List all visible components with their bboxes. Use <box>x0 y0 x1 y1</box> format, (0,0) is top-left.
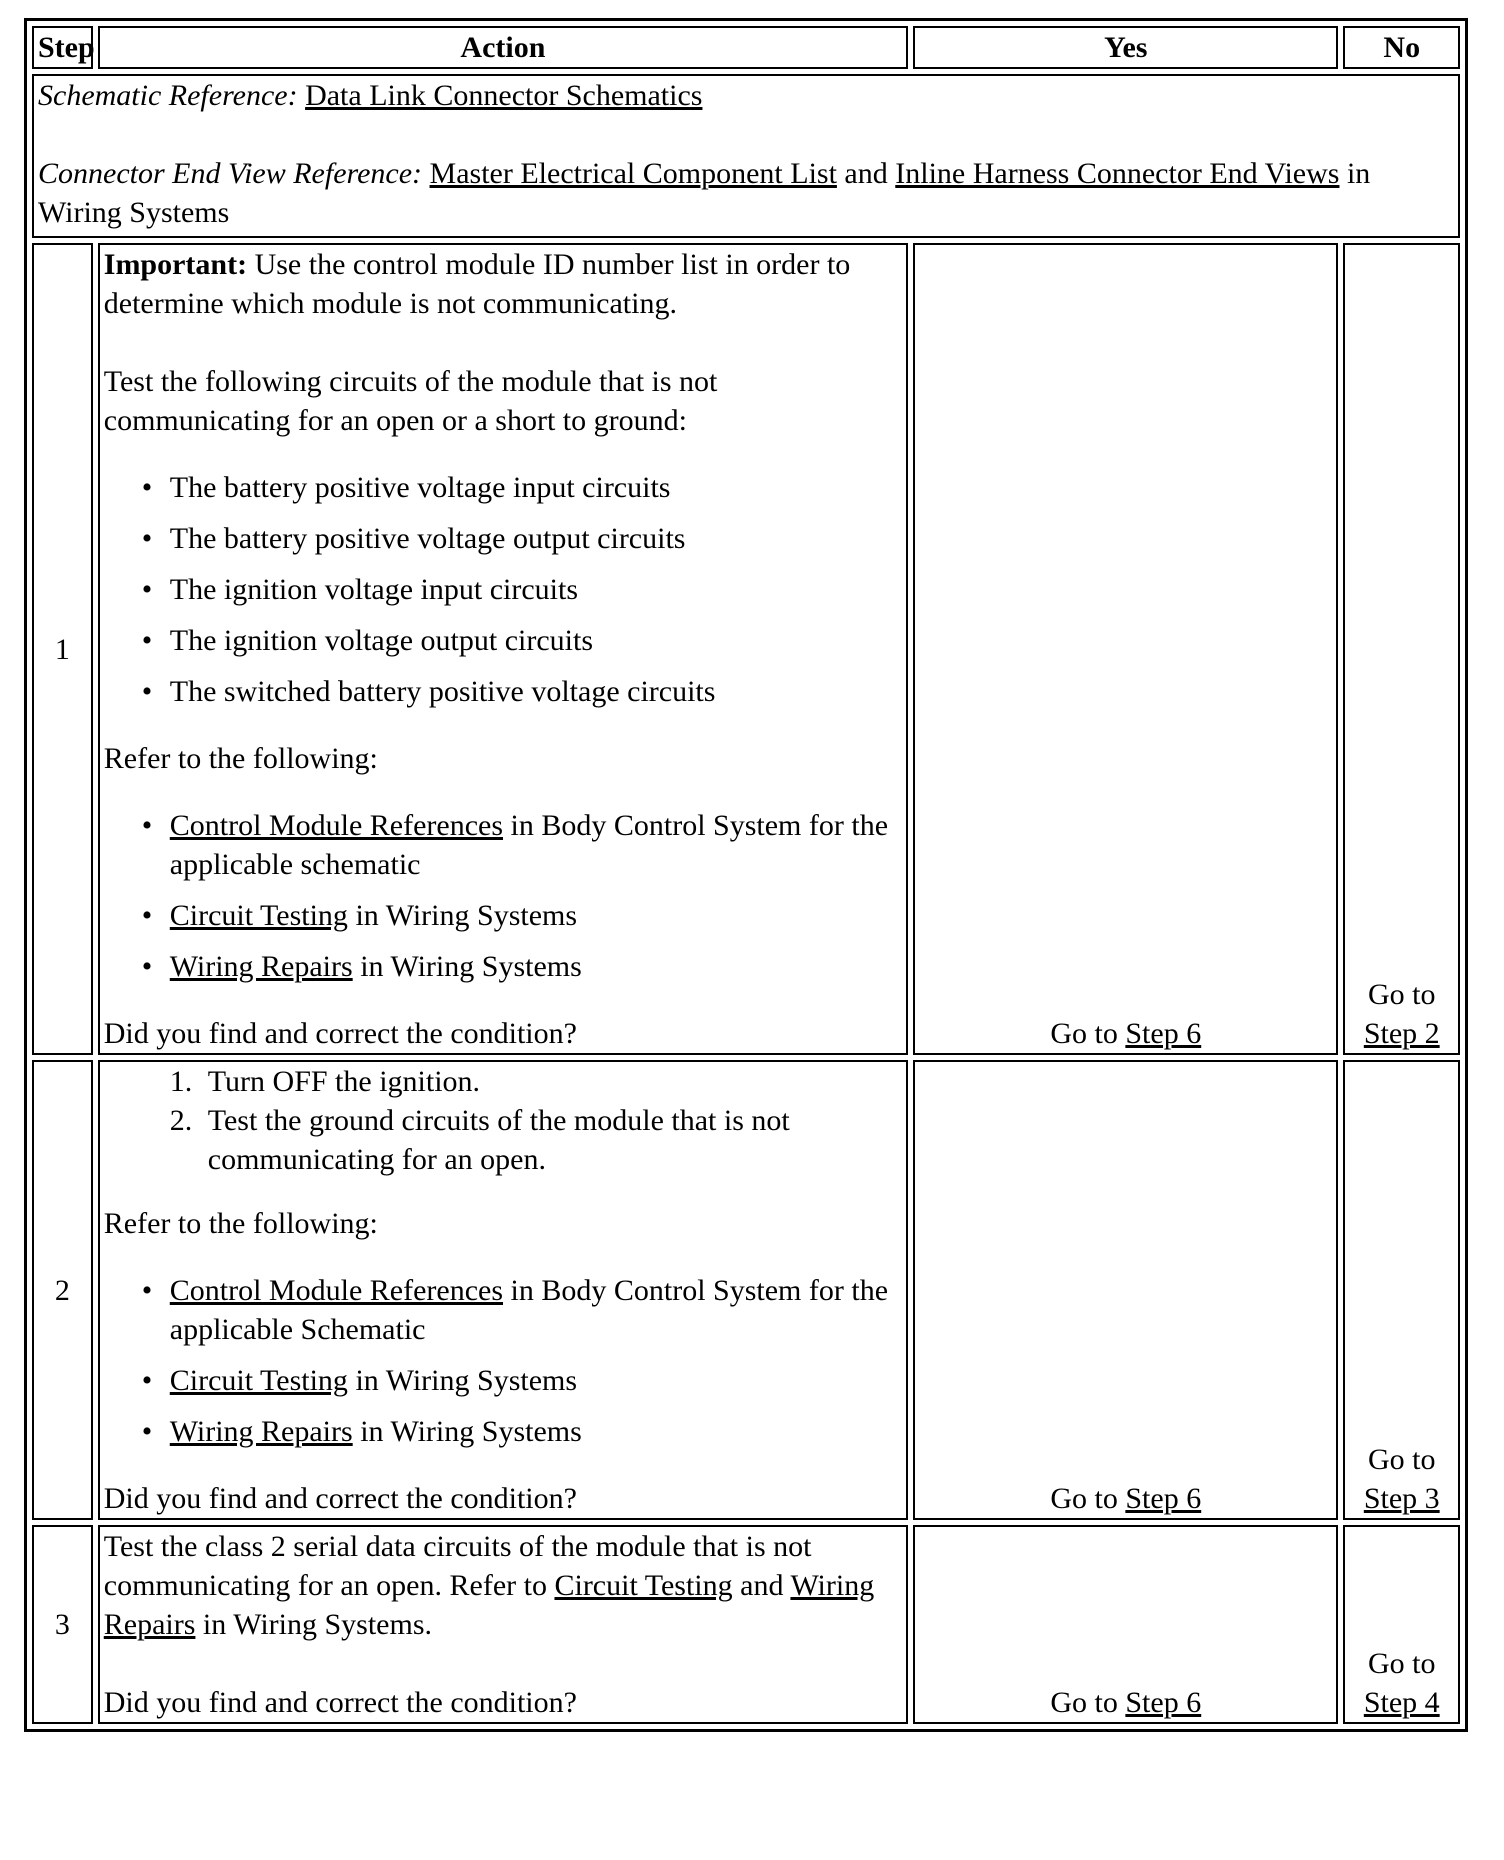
ref-text: in Wiring Systems <box>360 950 582 983</box>
no-cell <box>1343 243 1460 1055</box>
list-item <box>170 1271 902 1349</box>
ref-text: in Body Control System for the applicable schematic <box>169 809 889 881</box>
go-to-step-6-link[interactable]: Step 6 <box>1125 1482 1202 1515</box>
step-number: 2 <box>32 1060 93 1520</box>
action-cell <box>98 243 908 1055</box>
wiring-repairs-link[interactable]: Wiring Repairs <box>169 950 353 983</box>
yes-cell <box>913 243 1338 1055</box>
master-component-list-link[interactable]: Master Electrical Component List <box>429 157 837 190</box>
and-text: and <box>844 157 888 190</box>
list-item: 2. Test the ground circuits of the module that is not communicating for an open. <box>200 1101 902 1179</box>
header-yes: Yes <box>913 26 1338 69</box>
question: Did you find and correct the condition? <box>103 1686 577 1719</box>
circuit-testing-link[interactable]: Circuit Testing <box>554 1569 733 1602</box>
action-cell <box>98 1525 908 1724</box>
instruction-text: in Wiring Systems. <box>202 1608 432 1641</box>
no-prefix: Go to <box>1367 1443 1436 1476</box>
list-item <box>170 896 902 935</box>
no-cell <box>1343 1060 1460 1520</box>
schematic-reference-label: Schematic Reference: <box>38 79 298 112</box>
refer-text: Refer to the following: <box>103 742 378 775</box>
wiring-repairs-link[interactable]: Wiring Repairs <box>103 1569 875 1641</box>
question: Did you find and correct the condition? <box>103 1482 577 1515</box>
go-to-step-6-link[interactable]: Step 6 <box>1125 1017 1202 1050</box>
ref-text: in Wiring Systems <box>360 1415 582 1448</box>
list-item: • The switched battery positive voltage circuits <box>170 672 902 711</box>
list-item: • The battery positive voltage input circuits <box>170 468 902 507</box>
header-action: Action <box>98 26 908 69</box>
yes-cell <box>913 1525 1338 1724</box>
yes-prefix: Go to <box>1050 1686 1118 1719</box>
instruction-text: Test the class 2 serial data circuits of the module that is not communicating for an open. Refer to <box>103 1530 812 1602</box>
control-module-references-link[interactable]: Control Module References <box>169 1274 504 1307</box>
list-item <box>170 1412 902 1451</box>
important-text: Use the control module ID number list in order to determine which module is not communicating. <box>103 248 851 320</box>
no-prefix: Go to <box>1367 1647 1436 1680</box>
wiring-systems-text: in Wiring Systems <box>38 157 1371 229</box>
yes-cell <box>913 1060 1338 1520</box>
yes-prefix: Go to <box>1050 1482 1118 1515</box>
important-note <box>104 245 902 323</box>
test-instruction <box>104 1527 902 1644</box>
test-instruction: Test the following circuits of the module that is not communicating for an open or a short to ground: <box>103 365 718 437</box>
list-item: • The ignition voltage input circuits <box>170 570 902 609</box>
step-row-2 <box>32 1060 1460 1520</box>
step-row-1 <box>32 243 1460 1055</box>
important-label: Important: <box>103 248 248 281</box>
and-text: and <box>740 1569 784 1602</box>
header-step: Step <box>32 26 93 69</box>
diagnostic-page <box>24 18 1468 1732</box>
header-no: No <box>1343 26 1460 69</box>
reference-list <box>104 1271 902 1451</box>
schematic-link[interactable]: Data Link Connector Schematics <box>305 79 703 112</box>
list-item <box>170 806 902 884</box>
schematic-reference <box>38 76 1454 115</box>
instruction-list <box>104 1062 902 1179</box>
reference-list <box>104 806 902 986</box>
circuit-testing-link[interactable]: Circuit Testing <box>169 1364 348 1397</box>
step-row-3 <box>32 1525 1460 1724</box>
step-number: 3 <box>32 1525 93 1724</box>
connector-reference-label: Connector End View Reference: <box>38 157 423 190</box>
go-to-step-4-link[interactable]: Step 4 <box>1363 1686 1440 1719</box>
list-item: • The ignition voltage output circuits <box>170 621 902 660</box>
step-number: 1 <box>32 243 93 1055</box>
list-item: 1. Turn OFF the ignition. <box>200 1062 902 1101</box>
go-to-step-6-link[interactable]: Step 6 <box>1125 1686 1202 1719</box>
reference-row <box>32 74 1460 238</box>
no-prefix: Go to <box>1367 978 1436 1011</box>
list-item <box>170 1361 902 1400</box>
action-cell <box>98 1060 908 1520</box>
wiring-repairs-link[interactable]: Wiring Repairs <box>169 1415 353 1448</box>
list-item: • The battery positive voltage output circuits <box>170 519 902 558</box>
circuit-testing-link[interactable]: Circuit Testing <box>169 899 348 932</box>
ref-text: in Body Control System for the applicable Schematic <box>169 1274 889 1346</box>
control-module-references-link[interactable]: Control Module References <box>169 809 504 842</box>
go-to-step-2-link[interactable]: Step 2 <box>1363 1017 1440 1050</box>
go-to-step-3-link[interactable]: Step 3 <box>1363 1482 1440 1515</box>
inline-harness-link[interactable]: Inline Harness Connector End Views <box>895 157 1340 190</box>
refer-text: Refer to the following: <box>103 1207 378 1240</box>
ref-text: in Wiring Systems <box>355 899 578 932</box>
diagnostic-table <box>24 18 1468 1732</box>
ref-text: in Wiring Systems <box>355 1364 578 1397</box>
connector-reference <box>38 154 1454 232</box>
reference-cell <box>32 74 1460 238</box>
header-row <box>32 26 1460 69</box>
question: Did you find and correct the condition? <box>103 1017 577 1050</box>
circuit-list <box>104 468 902 711</box>
yes-prefix: Go to <box>1050 1017 1118 1050</box>
list-item <box>170 947 902 986</box>
no-cell <box>1343 1525 1460 1724</box>
